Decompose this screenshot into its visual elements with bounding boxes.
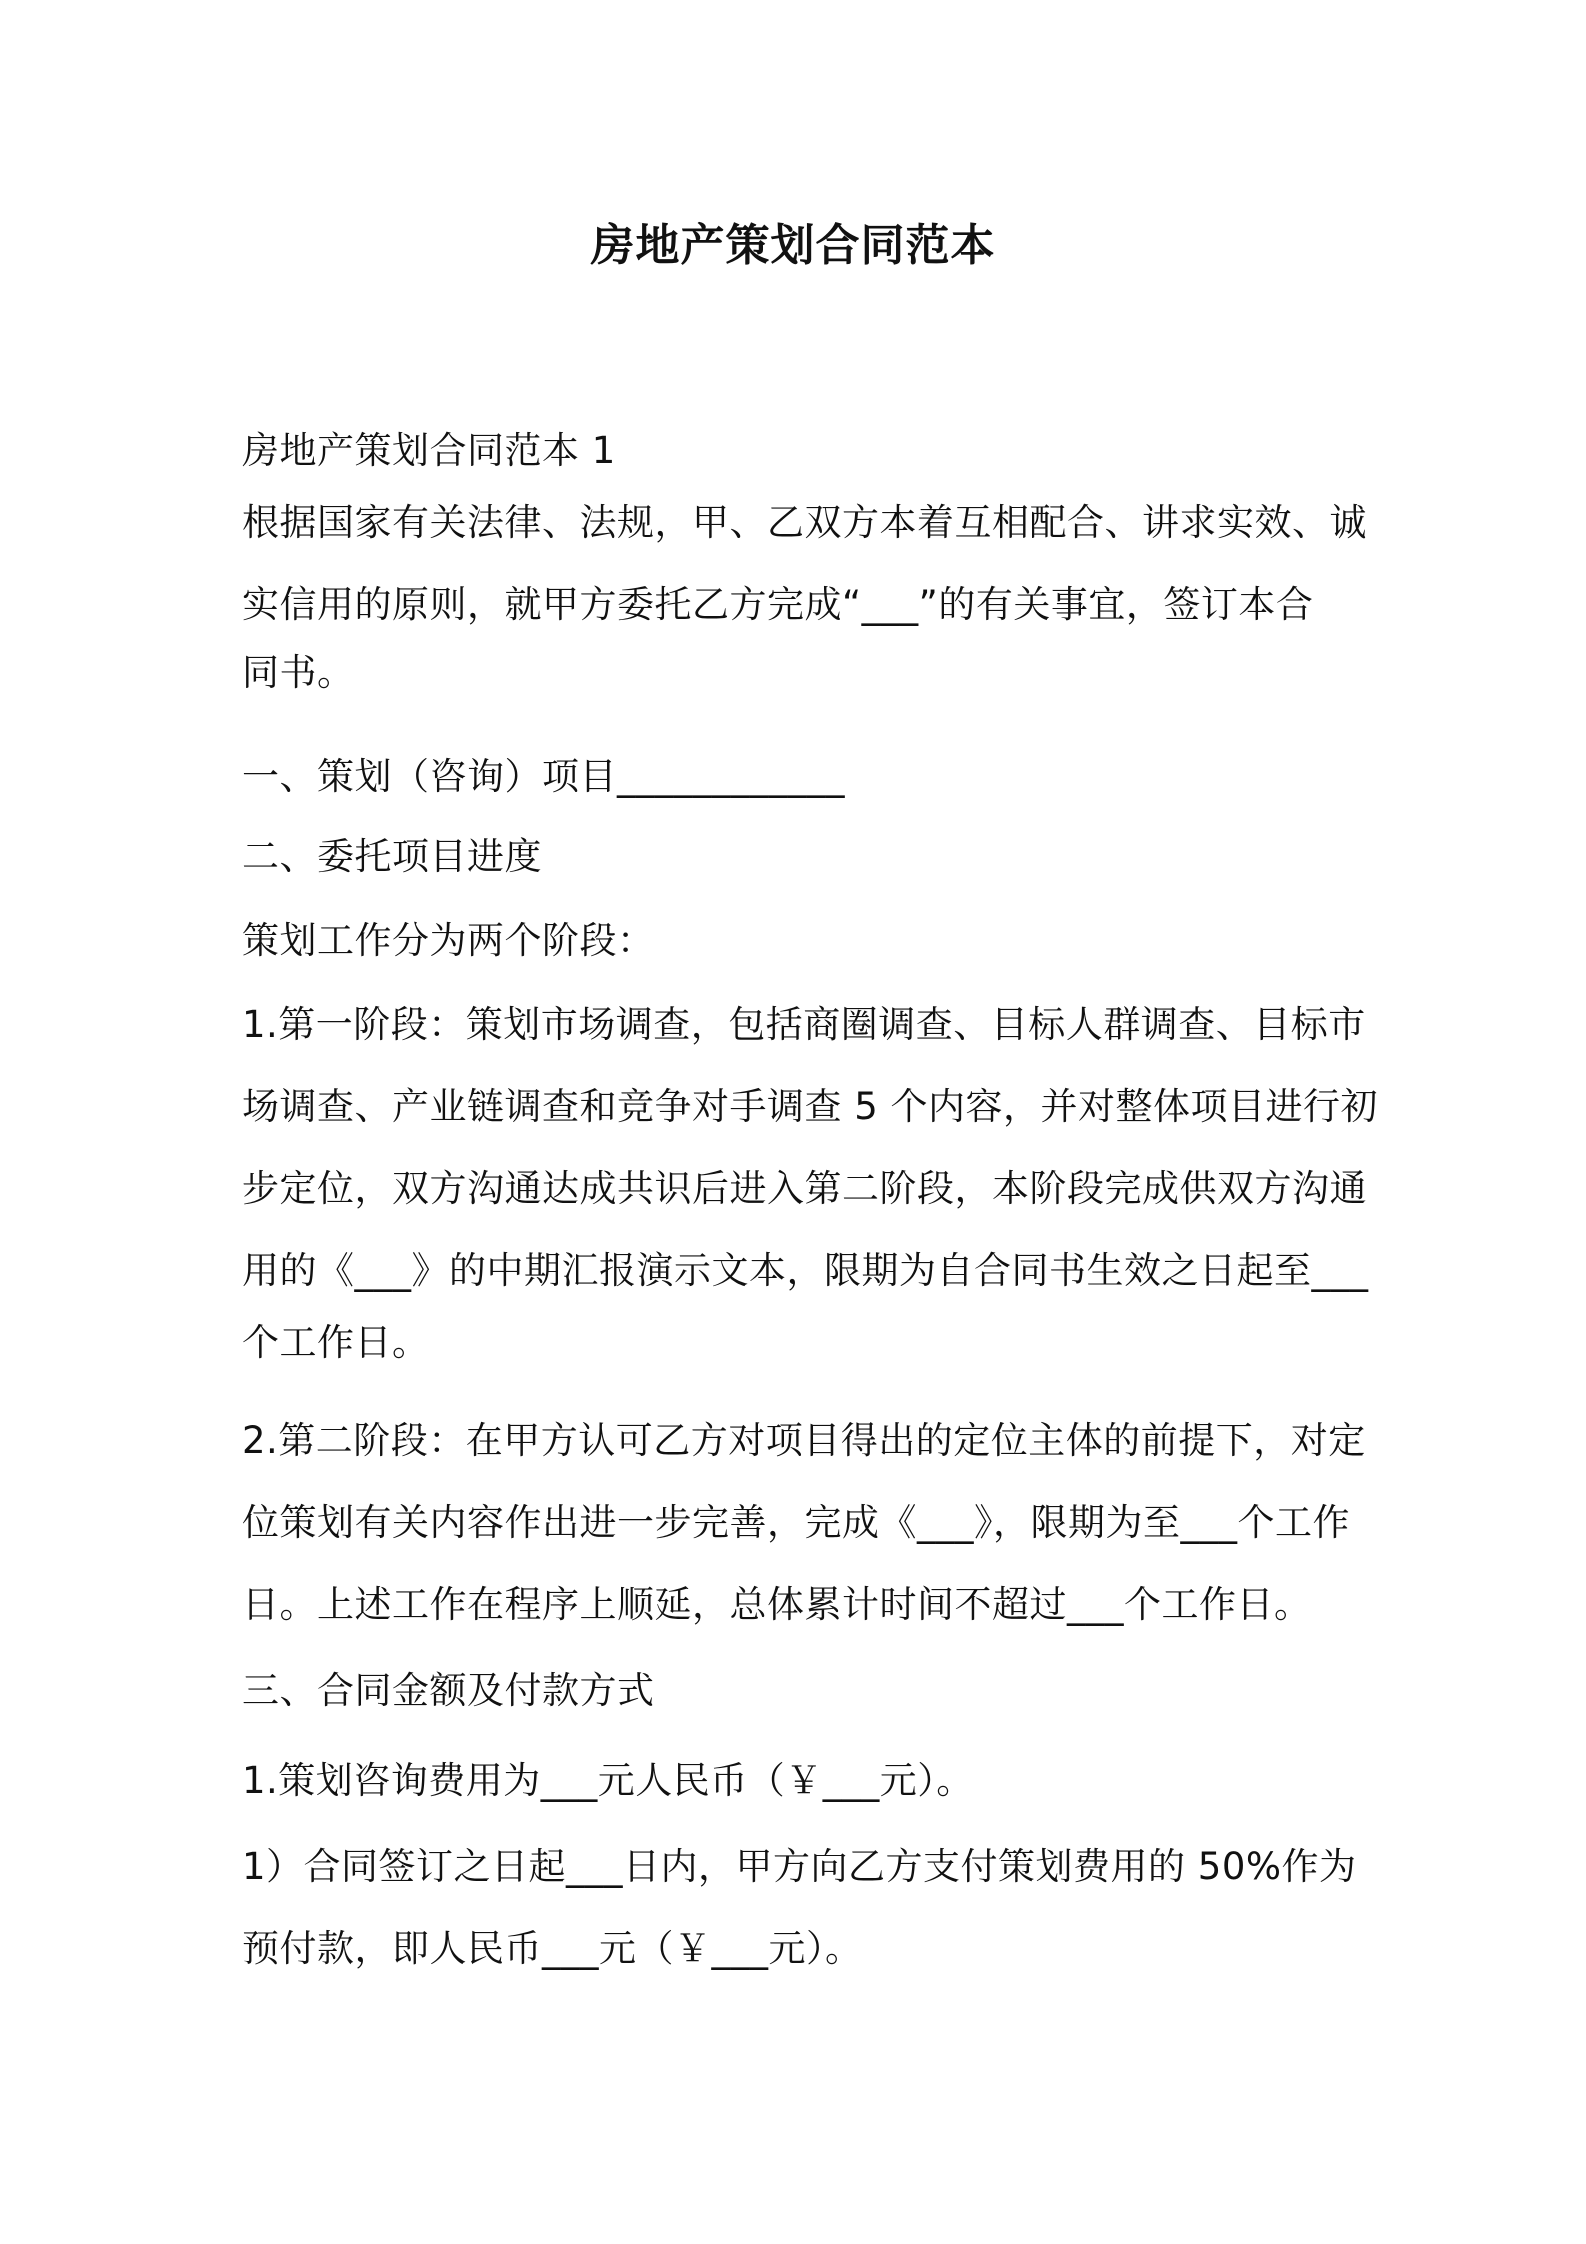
- clause-project: [242, 736, 1352, 818]
- document-title: 房地产策划合同范本: [590, 220, 996, 271]
- prepayment-paragraph: [242, 1826, 1357, 1990]
- text-line: 个工作日。: [242, 1321, 430, 1364]
- text-line: 场调查、产业链调查和竞争对手调查 5 个内容，并对整体项目进行初: [242, 1085, 1379, 1128]
- section-heading-1: [242, 410, 1352, 492]
- text-line: 实信用的原则，就甲方委托乙方完成“___”的有关事宜，签订本合: [242, 583, 1314, 626]
- text-line: 策划工作分为两个阶段：: [242, 919, 655, 962]
- text-line: 预付款，即人民币___元（￥___元）。: [242, 1927, 863, 1970]
- text-line: 1.第一阶段：策划市场调查，包括商圈调查、目标人群调查、目标市: [242, 1003, 1366, 1046]
- text-line: 房地产策划合同范本 1: [242, 429, 616, 472]
- stages-intro: [242, 900, 1352, 982]
- text-line: 一、策划（咨询）项目____________: [242, 755, 845, 798]
- intro-paragraph: [242, 482, 1367, 714]
- text-line: 1）合同签订之日起___日内，甲方向乙方支付策划费用的 50%作为: [242, 1845, 1357, 1888]
- text-line: 三、合同金额及付款方式: [242, 1669, 655, 1712]
- text-line: 日。上述工作在程序上顺延，总体累计时间不超过___个工作日。: [242, 1583, 1312, 1626]
- text-line: 1.策划咨询费用为___元人民币（￥___元）。: [242, 1759, 974, 1802]
- text-line: 2.第二阶段：在甲方认可乙方对项目得出的定位主体的前提下，对定: [242, 1419, 1366, 1462]
- text-line: 用的《___》的中期汇报演示文本，限期为自合同书生效之日起至___: [242, 1249, 1369, 1292]
- text-line: 同书。: [242, 651, 355, 694]
- text-line: 步定位，双方沟通达成共识后进入第二阶段，本阶段完成供双方沟通: [242, 1167, 1367, 1210]
- clause-progress-heading: [242, 816, 1352, 898]
- clause-payment-heading: [242, 1650, 1352, 1732]
- stage-one-paragraph: [242, 984, 1379, 1384]
- fee-paragraph: [242, 1740, 1352, 1822]
- text-line: 根据国家有关法律、法规，甲、乙双方本着互相配合、讲求实效、诚: [242, 501, 1367, 544]
- text-line: 位策划有关内容作出进一步完善，完成《___》，限期为至___个工作: [242, 1501, 1350, 1544]
- text-line: 二、委托项目进度: [242, 835, 542, 878]
- stage-two-paragraph: [242, 1400, 1366, 1646]
